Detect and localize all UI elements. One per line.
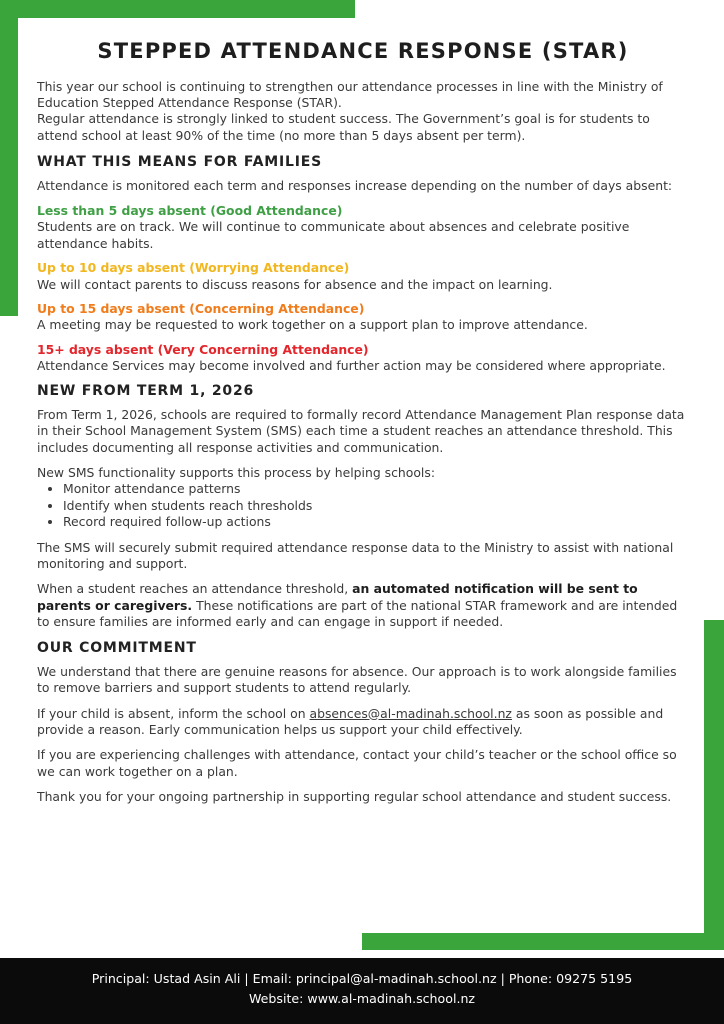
commitment-p2-end: as soon as possible and provide a reason. Early communication helps us support your child effectively. (37, 705, 664, 737)
families-heading: WHAT THIS MEANS FOR FAMILIES (37, 154, 322, 171)
term-p3-start: When a student reaches an attendance threshold, (37, 581, 353, 597)
level-good (37, 203, 689, 252)
level-very-concerning (37, 342, 689, 375)
commitment-heading: OUR COMMITMENT (37, 640, 197, 657)
sms-feature-list (37, 481, 689, 530)
commitment-paragraph-3: If you are experiencing challenges with attendance, contact your child’s teacher or the school office so we can work together on a plan. (37, 747, 677, 779)
footer-website-line: Website: www.al-madinah.school.nz (248, 991, 476, 1006)
term-list-lead: New SMS functionality supports this process by helping schools: (37, 465, 435, 481)
intro (37, 79, 689, 145)
commitment-paragraph-1: We understand that there are genuine reasons for absence. Our approach is to work alongside families to remove barriers and support students to attend regularly. (37, 663, 677, 696)
term-paragraph-2: The SMS will securely submit required attendance response data to the Ministry to assist with national monitoring and support. (37, 539, 674, 571)
level-worrying-title: Up to 10 days absent (Worrying Attendance) (37, 260, 350, 276)
list-item: • Identify when students reach thresholds (63, 498, 689, 514)
level-concerning (37, 301, 689, 334)
list-item: • Record required follow-up actions (63, 514, 689, 530)
level-worrying (37, 260, 689, 293)
notification-highlight: an automated notification will be sent to parents or caregivers. (37, 581, 638, 613)
decorative-bottom-bar (362, 933, 724, 950)
commitment-p2-start: If your child is absent, inform the school on (37, 705, 310, 721)
document-body (37, 38, 689, 815)
commitment-paragraph-2 (37, 706, 689, 739)
level-worrying-text: We will contact parents to discuss reasons for absence and the impact on learning. (37, 276, 553, 292)
footer-contact-line: Principal: Ustad Asin Ali | Email: principal@al-madinah.school.nz | Phone: 09275 5195 (91, 971, 633, 986)
level-very-concerning-title: 15+ days absent (Very Concerning Attendance) (37, 341, 369, 357)
decorative-left-bar (0, 0, 18, 316)
level-very-concerning-text: Attendance Services may become involved and further action may be considered where appropriate. (37, 358, 666, 374)
level-good-title: Less than 5 days absent (Good Attendance) (37, 203, 343, 219)
term-heading: NEW FROM TERM 1, 2026 (37, 383, 255, 400)
term-paragraph-3 (37, 581, 689, 630)
families-lead: Attendance is monitored each term and responses increase depending on the number of days absent: (37, 177, 673, 193)
absences-email-link[interactable]: absences@al-madinah.school.nz (309, 705, 512, 721)
intro-paragraph-2: Regular attendance is strongly linked to student success. The Government’s goal is for students to attend school at least 90% of the time (no more than 5 days absent per term). (37, 111, 650, 143)
term-p3-end: These notifications are part of the national STAR framework and are intended to ensure families are informed early and can engage in support if needed. (37, 597, 678, 630)
decorative-top-bar (0, 0, 355, 18)
level-good-text: Students are on track. We will continue to communicate about absences and celebrate positive attendance habits. (37, 219, 630, 251)
level-concerning-title: Up to 15 days absent (Concerning Attendance) (37, 300, 365, 316)
list-item: • Monitor attendance patterns (63, 481, 689, 497)
intro-paragraph-1: This year our school is continuing to strengthen our attendance processes in line with the Ministry of Education Stepped Attendance Response (STAR). (37, 78, 663, 111)
commitment-paragraph-4: Thank you for your ongoing partnership in supporting regular school attendance and student success. (37, 789, 672, 805)
decorative-right-bar (704, 620, 724, 950)
contact-footer (0, 958, 724, 1024)
term-paragraph-1: From Term 1, 2026, schools are required to formally record Attendance Management Plan response data in their School Management System (SMS) each time a student reaches an attendance threshold. This includes documenting all response activities and communication. (37, 406, 685, 455)
page-title: STEPPED ATTENDANCE RESPONSE (STAR) (97, 39, 629, 63)
level-concerning-text: A meeting may be requested to work together on a support plan to improve attendance. (37, 317, 588, 333)
